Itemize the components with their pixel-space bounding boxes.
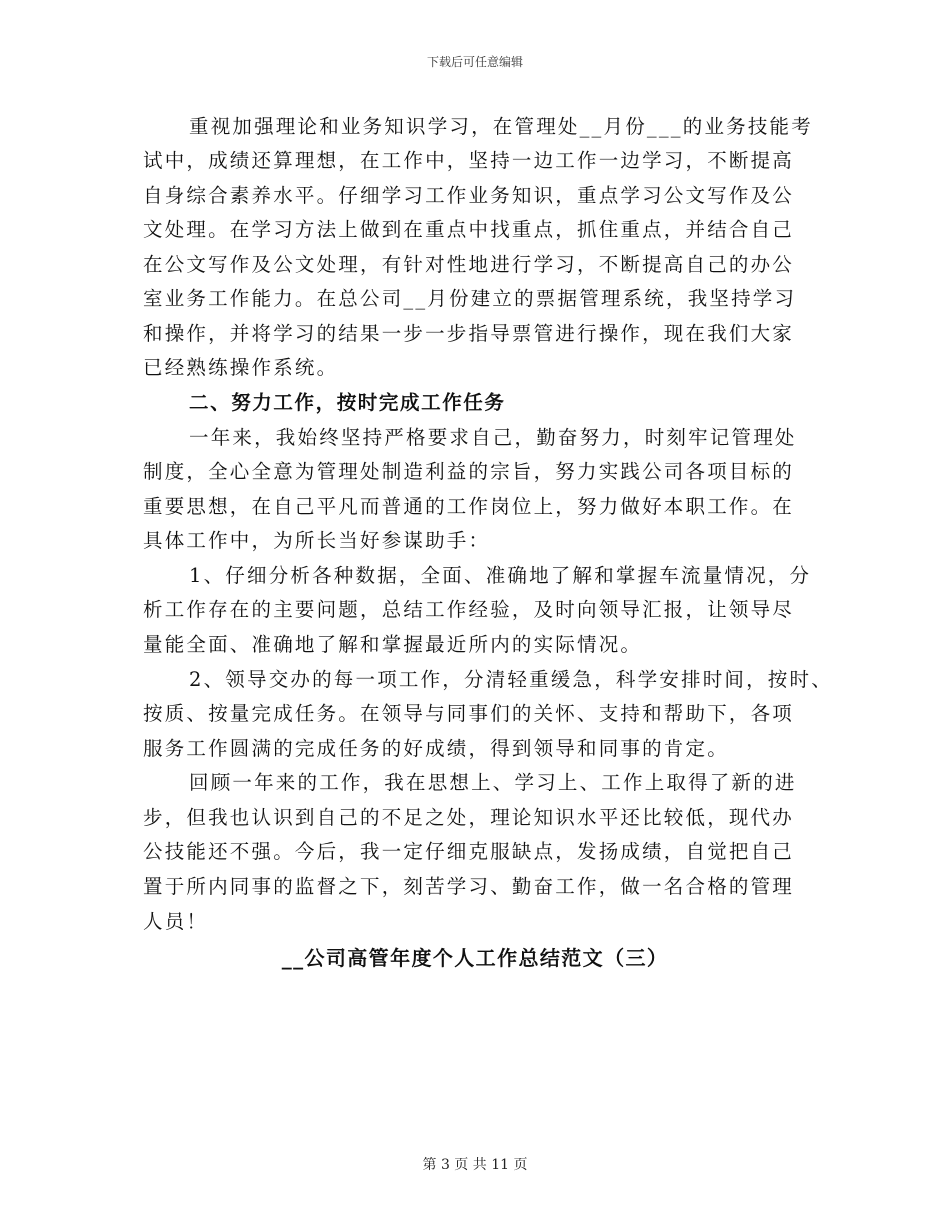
paragraph-line: 量能全面、准确地了解和掌握最近所内的实际情况。 — [143, 633, 643, 656]
paragraph-line: 重视加强理论和业务知识学习，在管理处__月份___的业务技能考 — [189, 115, 813, 138]
page-footer: 第 3 页 共 11 页 — [422, 1157, 528, 1173]
paragraph-line: 回顾一年来的工作，我在思想上、学习上、工作上取得了新的进 — [189, 771, 797, 794]
paragraph-line: 人员！ — [143, 910, 209, 933]
paragraph-line: 文处理。在学习方法上做到在重点中找重点，抓住重点，并结合自己 — [143, 218, 795, 241]
paragraph-line: 置于所内同事的监督之下，刻苦学习、勤奋工作，做一名合格的管理 — [143, 875, 795, 898]
paragraph-line: 2、领导交办的每一项工作，分清轻重缓急，科学安排时间，按时、 — [189, 668, 833, 691]
paragraph-line: 析工作存在的主要问题，总结工作经验，及时向领导汇报，让领导尽 — [143, 598, 795, 621]
paragraph-line: 室业务工作能力。在总公司__月份建立的票据管理系统，我坚持学习 — [143, 287, 797, 310]
section-title: __公司高管年度个人工作总结范文（三） — [281, 946, 669, 970]
paragraph-line: 按质、按量完成任务。在领导与同事们的关怀、支持和帮助下，各项 — [143, 702, 795, 725]
paragraph-line: 步，但我也认识到自己的不足之处，理论知识水平还比较低，现代办 — [143, 806, 795, 829]
page-header: 下载后可任意编辑 — [426, 55, 523, 69]
paragraph-line: 具体工作中，为所长当好参谋助手： — [143, 529, 491, 552]
paragraph-line: 试中，成绩还算理想，在工作中，坚持一边工作一边学习，不断提高 — [143, 149, 795, 172]
paragraph-line: 已经熟练操作系统。 — [143, 356, 339, 379]
paragraph-line: 和操作，并将学习的结果一步一步指导票管进行操作，现在我们大家 — [143, 322, 795, 345]
paragraph-line: 制度，全心全意为管理处制造利益的宗旨，努力实践公司各项目标的 — [143, 460, 795, 483]
paragraph-line: 在公文写作及公文处理，有针对性地进行学习，不断提高自己的办公 — [143, 253, 795, 276]
paragraph-line: 一年来，我始终坚持严格要求自己，勤奋努力，时刻牢记管理处 — [189, 426, 797, 449]
paragraph-line: 重要思想，在自己平凡而普通的工作岗位上，努力做好本职工作。在 — [143, 495, 795, 518]
paragraph-line: 公技能还不强。今后，我一定仔细克服缺点，发扬成绩，自觉把自己 — [143, 840, 795, 863]
paragraph-line: 服务工作圆满的完成任务的好成绩，得到领导和同事的肯定。 — [143, 737, 729, 760]
section-heading: 二、努力工作，按时完成工作任务 — [189, 391, 506, 414]
paragraph-line: 1、仔细分析各种数据，全面、准确地了解和掌握车流量情况，分 — [189, 564, 812, 587]
paragraph-line: 自身综合素养水平。仔细学习工作业务知识，重点学习公文写作及公 — [143, 184, 795, 207]
